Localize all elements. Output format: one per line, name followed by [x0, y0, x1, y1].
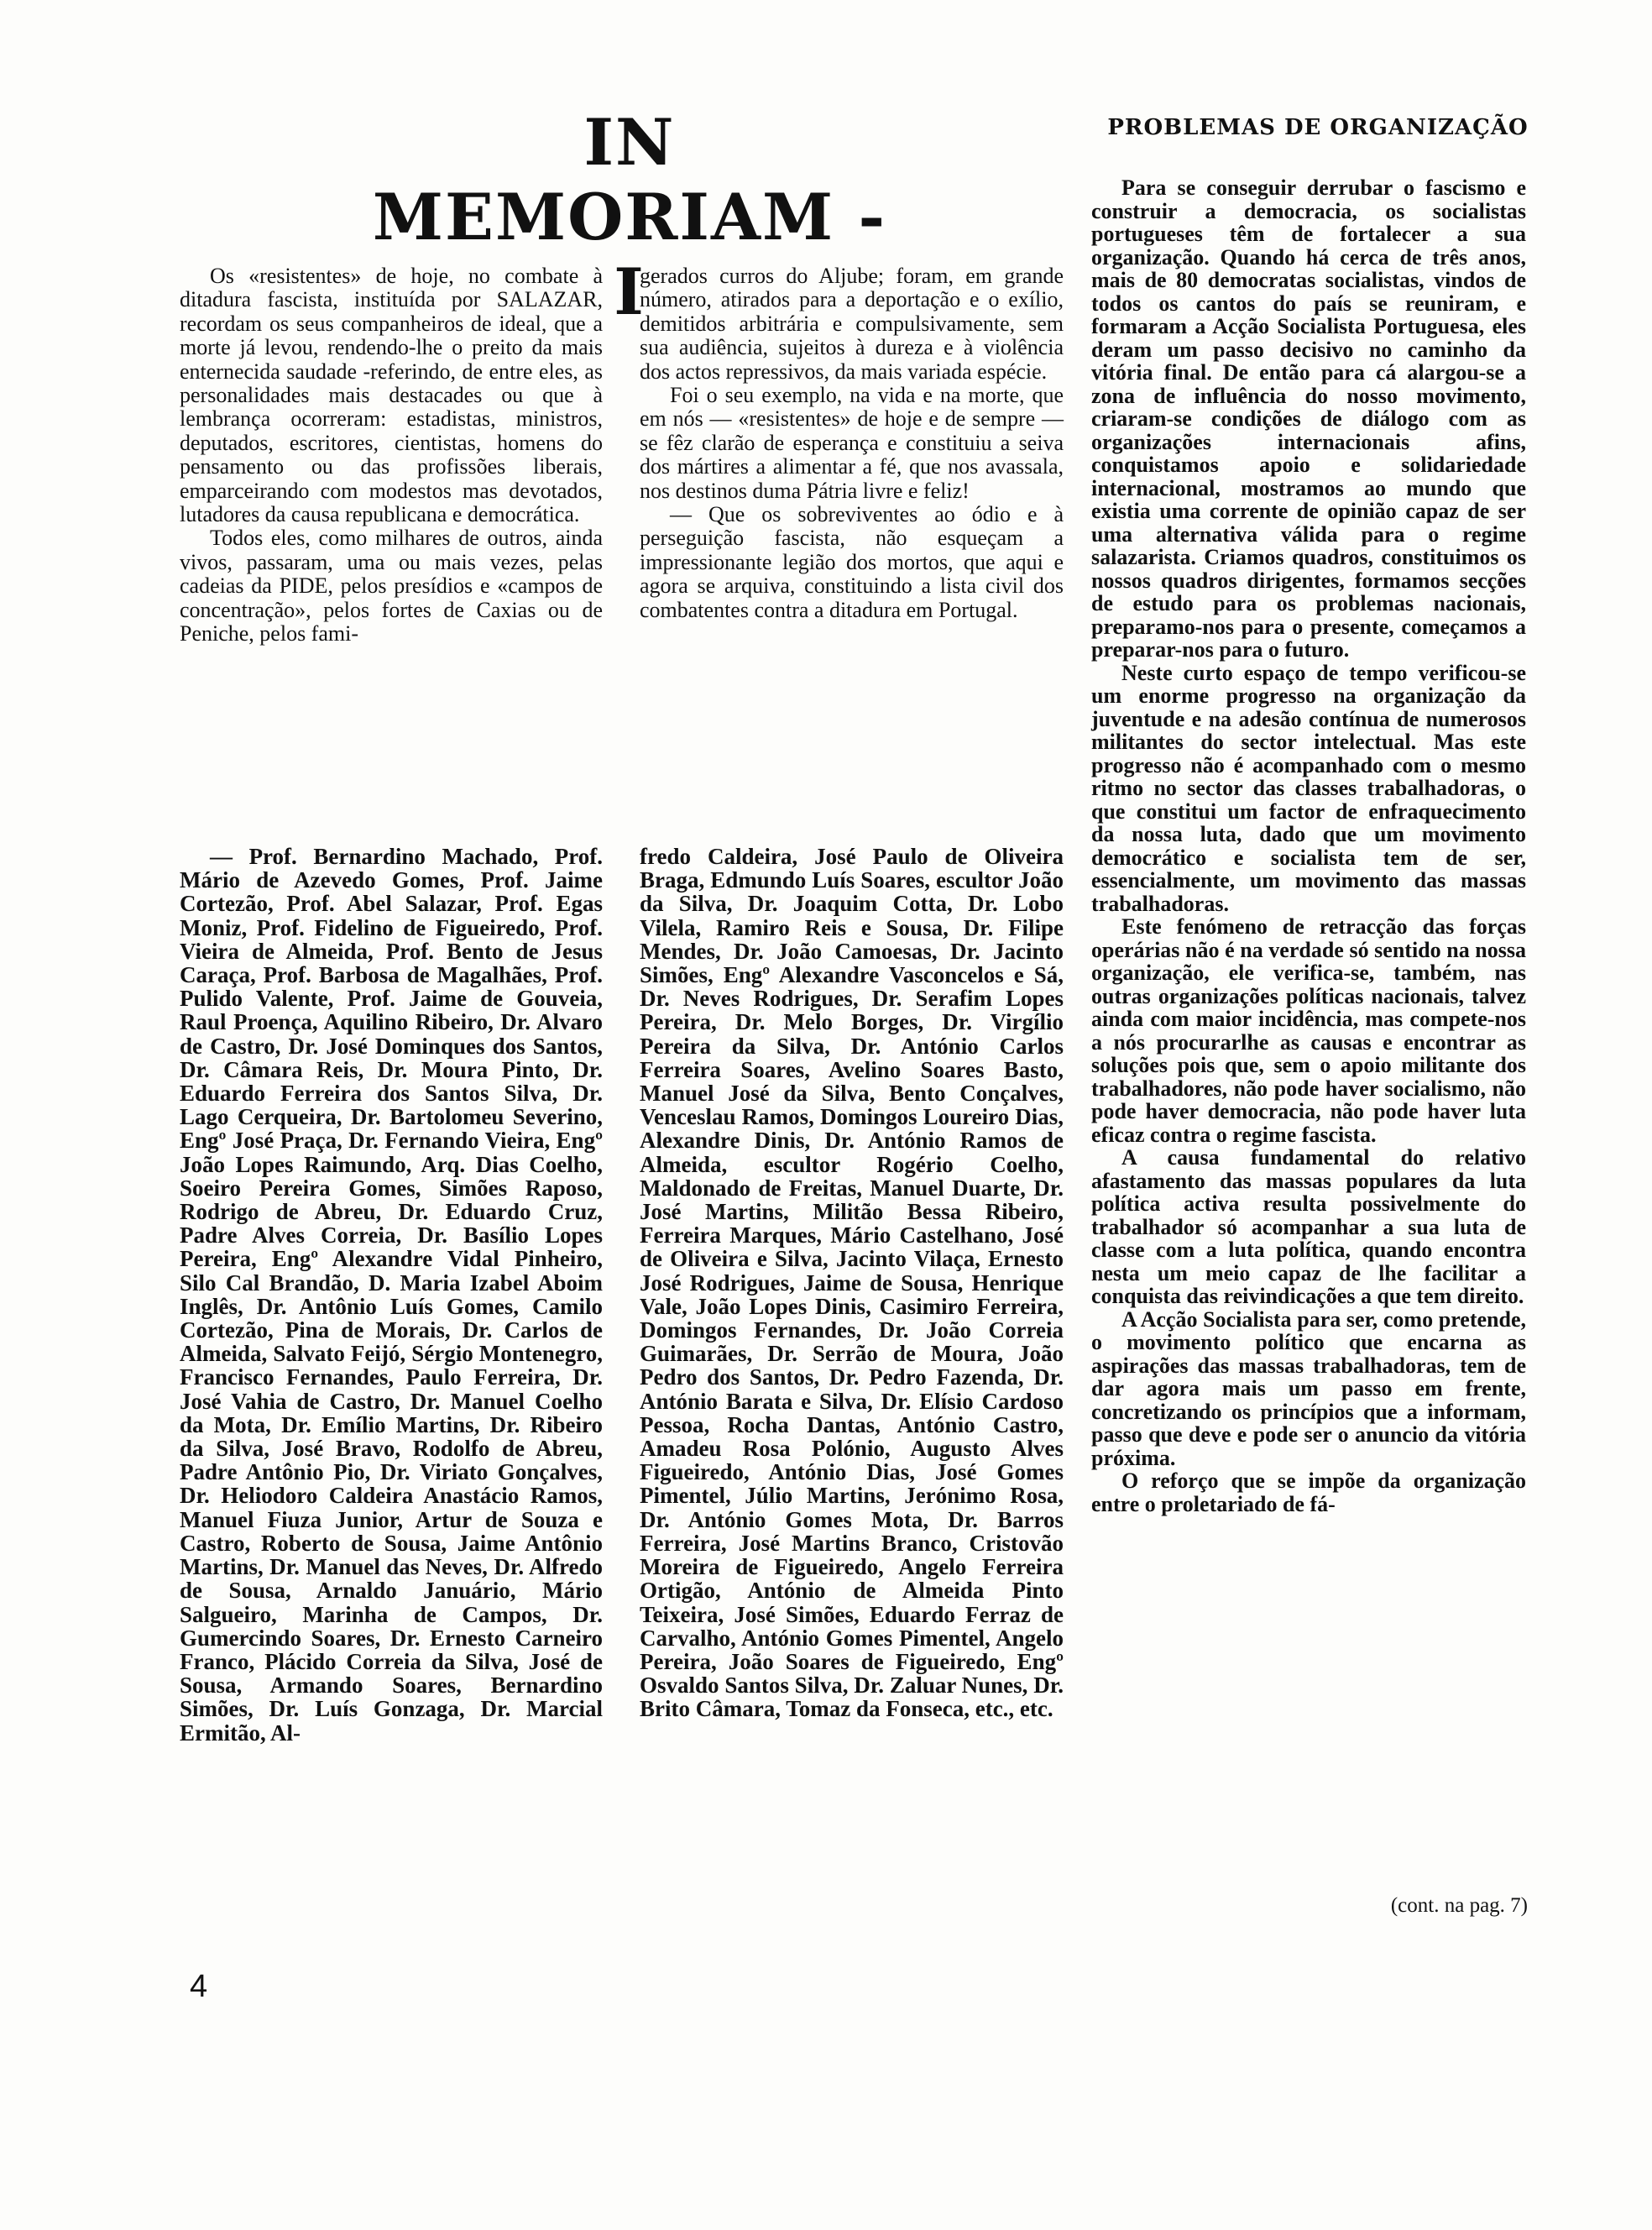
names-column-left	[180, 845, 603, 1745]
intro-paragraph: — Que os sobreviventes ao ódio e à perseguição fascista, não esqueçam a impressionante legião dos mortos, que aqui e agora se arquiva, constituindo a lista civil dos combatentes contra a ditadura em Portugal.	[640, 502, 1064, 622]
article-paragraph: Este fenómeno de retracção das forças operárias não é na verdade só sentido na nossa organização, ele verifica-se, também, nas outras organizações políticas nacionais, talvez ainda com maior incidência, mas compete-nos a nós procurarlhe as causas e encontrar as soluções pois que, sem o apoio militante dos trabalhadores, não pode haver socialismo, não pode haver democracia, não pode haver luta eficaz contra o regime fascista.	[1091, 914, 1526, 1147]
intro-paragraph: Todos eles, como milhares de outros, ainda vivos, passaram, uma ou mais vezes, pelas cadeias da PIDE, pelos presídios e «campos de concentração», pelos fortes de Caxias ou de Peniche, pelos fami-	[180, 526, 603, 646]
names-list: — Prof. Bernardino Machado, Prof. Mário de Azevedo Gomes, Prof. Jaime Cortezão, Prof. Abel Salazar, Prof. Egas Moniz, Prof. Fidelino de Figueiredo, Prof. Vieira de Almeida, Prof. Bento de Jesus Caraça, Prof. Barbosa de Magalhães, Prof. Pulido Valente, Prof. Jaime de Gouveia, Raul Proença, Aquilino Ribeiro, Dr. Alvaro de Castro, Dr. José Dominques dos Santos, Dr. Câmara Reis, Dr. Moura Pinto, Dr. Eduardo Ferreira dos Santos Silva, Dr. Lago Cerqueira, Dr. Bartolomeu Severino, Engº José Praça, Dr. Fernando Vieira, Engº João Lopes Raimundo, Arq. Dias Coelho, Soeiro Pereira Gomes, Simões Raposo, Rodrigo de Abreu, Dr. Eduardo Cruz, Padre Alves Correia, Dr. Basílio Lopes Pereira, Engº Alexandre Vidal Pinheiro, Silo Cal Brandão, D. Maria Izabel Aboim Inglês, Dr. Antônio Luís Gomes, Camilo Cortezão, Pina de Morais, Dr. Carlos de Almeida, Salvato Feijó, Sérgio Montenegro, Francisco Fernandes, Paulo Ferreira, Dr. José Vahia de Castro, Dr. Manuel Coelho da Mota, Dr. Emílio Martins, Dr. Ribeiro da Silva, José Bravo, Rodolfo de Abreu, Padre Antônio Pio, Dr. Viriato Gonçalves, Dr. Heliodoro Caldeira Anastácio Ramos, Manuel Fiuza Junior, Artur de Souza e Castro, Roberto de Sousa, Jaime Antônio Martins, Dr. Manuel das Neves, Dr. Alfredo de Sousa, Arnaldo Januário, Mário Salgueiro, Marinha de Campos, Dr. Gumercindo Soares, Dr. Ernesto Carneiro Franco, Plácido Correia da Silva, José de Sousa, Armando Soares, Bernardino Simões, Dr. Luís Gonzaga, Dr. Marcial Ermitão, Al-	[180, 844, 603, 1746]
article-paragraph: A causa fundamental do relativo afastamento das massas populares da luta política activa resulta possivelmente do trabalhador só acompanhar a sua luta de classe com a luta política, quando encontra nesta um meio capaz de lhe facilitar a conquista das reivindicações a que tem direito.	[1091, 1145, 1526, 1308]
intro-paragraph: Foi o seu exemplo, na vida e na morte, que em nós — «resistentes» de hoje e de sempre — se fêz clarão de esperança e constituiu a seiva dos mártires a alimentar a fé, que nos avassala, nos destinos duma Pátria livre e feliz!	[640, 383, 1064, 503]
article-column-right	[1091, 176, 1526, 1515]
page-title: IN MEMORIAM - I	[372, 105, 887, 329]
article-paragraph: Neste curto espaço de tempo verificou-se um enorme progresso na organização da juventude e na adesão contínua de numerosos militantes do sector intelectual. Mas este progresso não é acompanhado com o mesmo ritmo no sector das classes trabalhadoras, o que constitui um factor de enfraquecimento da nossa luta, dado que um movimento democrático e socialista tem de ser, essencialmente, um movimento das massas trabalhadoras.	[1091, 660, 1526, 916]
article-paragraph: A Acção Socialista para ser, como pretende, o movimento político que encarna as aspirações das massas trabalhadoras, tem de dar agora mais um passo em frente, concretizando os princípios que a informam, passo que deve e pode ser o anuncio da vitória próxima.	[1091, 1306, 1526, 1470]
intro-paragraph: gerados curros do Aljube; foram, em grande número, atirados para a deportação e o exílio, demitidos arbitrária e compulsivamente, sem sua audiência, sujeitos à dureza e à violência dos actos repressivos, da mais variada espécie.	[640, 264, 1064, 384]
page-number: 4	[190, 1969, 208, 2004]
continuation-note: (cont. na pag. 7)	[1390, 1894, 1528, 1917]
article-paragraph: Para se conseguir derrubar o fascismo e construir a democracia, os socialistas portugueses têm de fortalecer a sua organização. Quando há cerca de três anos, mais de 80 democratas socialistas, vindos de todos os cantos do país se reuniram, e formaram a Acção Socialista Portuguesa, eles deram um passo decisivo no caminho da vitória final. De então para cá alargou-se a zona de influência do nosso movimento, criaram-se condições de diálogo com as organizações internacionais afins, conquistamos apoio e solidariedade internacional, mostramos ao mundo que existia uma corrente de opinião capaz de ser uma alternativa válida para o regime salazarista. Criamos quadros, constituimos os nossos quadros dirigentes, formamos secções de estudo para os problemas nacionais, preparamo-nos para o presente, começamos a preparar-nos para o futuro.	[1091, 175, 1526, 662]
intro-column-middle	[640, 264, 1064, 622]
article-paragraph: O reforço que se impõe da organização entre o proletariado de fá-	[1091, 1468, 1526, 1516]
intro-paragraph: Os «resistentes» de hoje, no combate à ditadura fascista, instituída por SALAZAR, recordam os seus companheiros de ideal, que a morte já levou, rendendo-lhe o preito da mais enternecida saudade -referindo, de entre eles, as personalidades mais destacades ou que à lembrança ocorreram: estadistas, ministros, deputados, escritores, cientistas, homens do pensamento ou das profissões liberais, emparceirando com modestos mas devotados, lutadores da causa republicana e democrática.	[180, 264, 603, 527]
intro-column-left	[180, 264, 603, 646]
section-heading: PROBLEMAS DE ORGANIZAÇÃO	[1107, 115, 1529, 140]
names-list: fredo Caldeira, José Paulo de Oliveira Braga, Edmundo Luís Soares, escultor João da Silva, Dr. Joaquim Cotta, Dr. Lobo Vilela, Ramiro Reis e Sousa, Dr. Filipe Mendes, Dr. João Camoesas, Dr. Jacinto Simões, Engº Alexandre Vasconcelos e Sá, Dr. Neves Rodrigues, Dr. Serafim Lopes Pereira, Dr. Melo Borges, Dr. Virgílio Pereira da Silva, Dr. António Carlos Ferreira Soares, Avelino Soares Basto, Manuel José da Silva, Bento Conçalves, Venceslau Ramos, Domingos Loureiro Dias, Alexandre Dinis, Dr. António Ramos de Almeida, escultor Rogério Coelho, Maldonado de Freitas, Manuel Duarte, Dr. José Martins, Militão Bessa Ribeiro, Ferreira Marques, Mário Castelhano, José de Oliveira e Silva, Jacinto Vilaça, Ernesto José Rodrigues, Jaime de Sousa, Henrique Vale, João Lopes Dinis, Casimiro Ferreira, Domingos Fernandes, Dr. João Correia Guimarães, Dr. Serrão de Moura, João Pedro dos Santos, Dr. Pedro Fazenda, Dr. António Barata e Silva, Dr. Elísio Cardoso Pessoa, Rocha Dantas, António Castro, Amadeu Rosa Polónio, Augusto Alves Figueiredo, António Dias, José Gomes Pimentel, Júlio Martins, Jerónimo Rosa, Dr. António Gomes Mota, Dr. Barros Ferreira, José Martins Branco, Cristovão Moreira de Figueiredo, Angelo Ferreira Ortigão, António de Almeida Pinto Teixeira, José Simões, Eduardo Ferraz de Carvalho, António Gomes Pimentel, Angelo Pereira, João Soares de Figueiredo, Engº Osvaldo Santos Silva, Dr. Zaluar Nunes, Dr. Brito Câmara, Tomaz da Fonseca, etc., etc.	[640, 844, 1064, 1722]
names-column-middle	[640, 845, 1064, 1721]
